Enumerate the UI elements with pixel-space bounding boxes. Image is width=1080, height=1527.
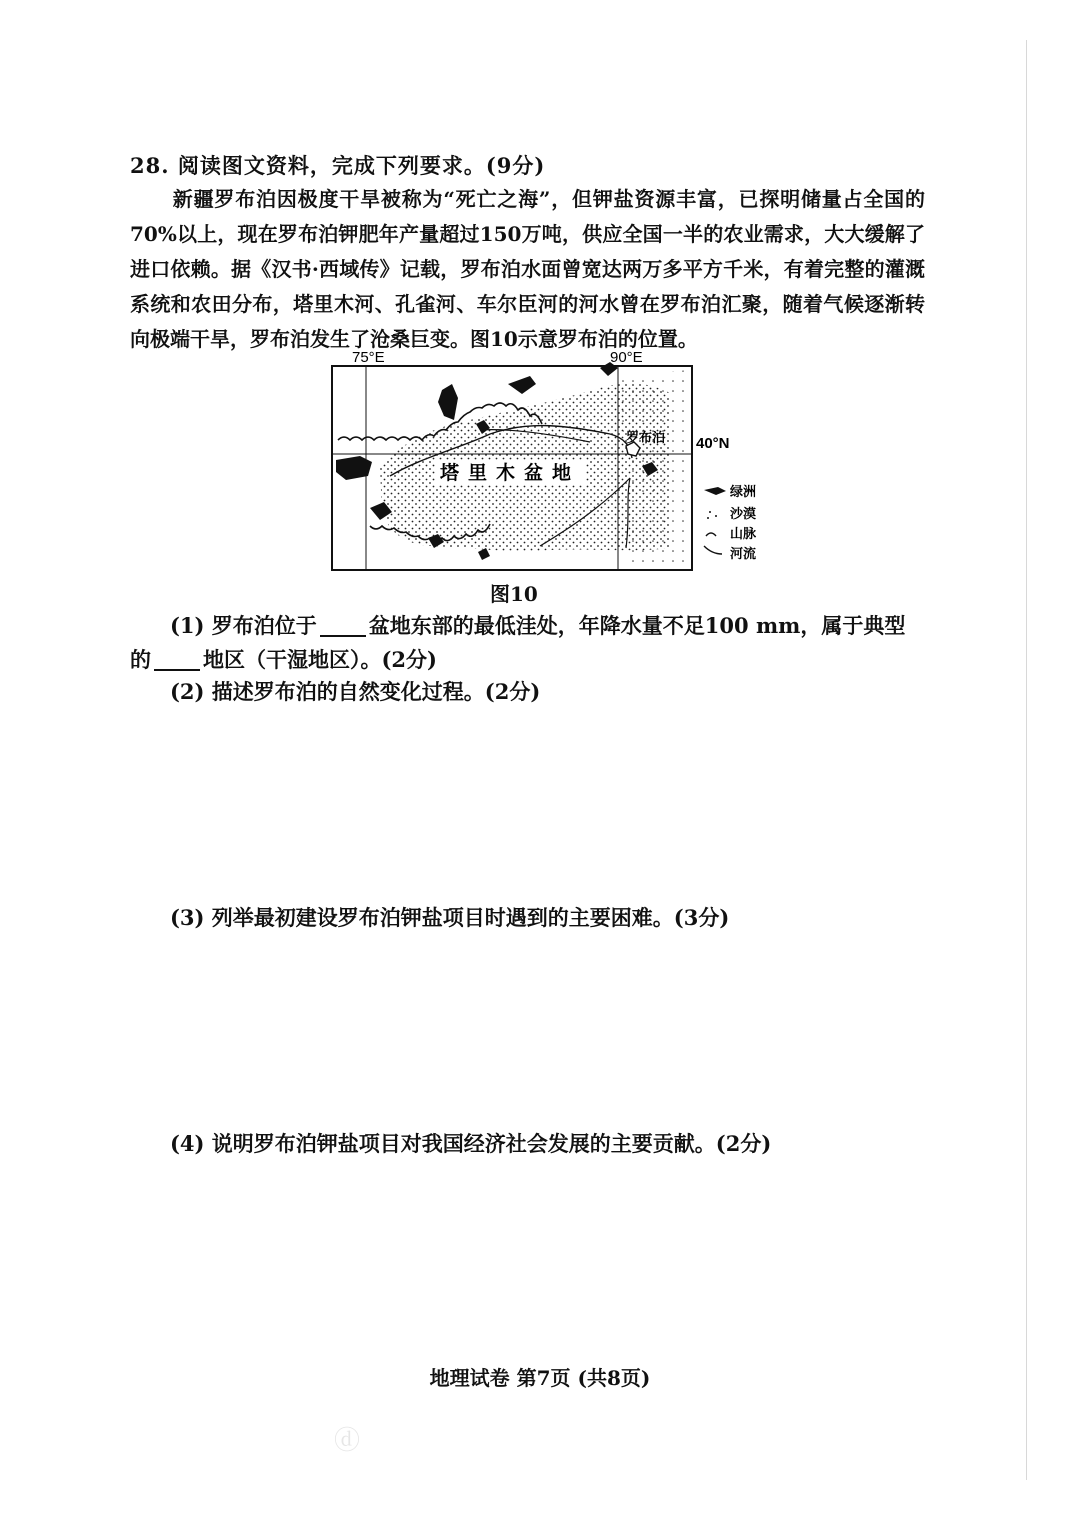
legend-river-symbol bbox=[704, 546, 722, 554]
subquestion-2: (2) 描述罗布泊的自然变化过程。(2分) bbox=[170, 679, 541, 704]
map-legend bbox=[704, 484, 757, 562]
legend-mountain-label: 山脉 bbox=[730, 527, 757, 542]
figure-caption: 图10 bbox=[490, 582, 538, 606]
lat-label: 40°N bbox=[696, 435, 730, 452]
page-footer: 地理试卷 第7页 (共8页) bbox=[429, 1366, 651, 1390]
q1-text-b: 盆地东部的最低洼处，年降水量不足100 mm，属于典型 bbox=[368, 613, 906, 638]
q1-text-d: 地区（干湿地区）。(2分) bbox=[203, 647, 437, 672]
basin-label: 塔里木盆地 bbox=[440, 462, 581, 484]
q1-text-c: 的 bbox=[130, 647, 151, 672]
legend-mountain-symbol bbox=[706, 533, 716, 536]
lake-label: 罗布泊 bbox=[626, 431, 666, 446]
paragraph-text: 新疆罗布泊因极度干旱被称为“死亡之海”，但钾盐资源丰富，已探明储量占全国的70%以上，现在罗布泊钾肥年产量超过150万吨，供应全国一半的农业需求，大大缓解了进口依赖。据《汉书·西域传》记载，罗布泊水面曾宽达两万多平方千米，有着完整的灌溉系统和农田分布，塔里木河、孔雀河、车尔臣河的河水曾在罗布泊汇聚，随着气候逐渐转向极端干旱，罗布泊发生了沧桑巨变。图10示意罗布泊的位置。 bbox=[130, 187, 925, 351]
lon-left-label: 75°E bbox=[352, 349, 385, 366]
legend-desert-label: 沙漠 bbox=[730, 507, 757, 522]
subquestion-1-line2 bbox=[130, 644, 437, 676]
question-title: 28. 阅读图文资料，完成下列要求。(9分) bbox=[130, 153, 546, 178]
legend-river-label: 河流 bbox=[730, 547, 757, 562]
answer-blank-2[interactable] bbox=[154, 649, 200, 671]
legend-desert-symbol bbox=[707, 511, 717, 519]
legend-oasis-label: 绿洲 bbox=[730, 485, 757, 500]
tarim-basin-map bbox=[330, 348, 770, 578]
subquestion-4: (4) 说明罗布泊钾盐项目对我国经济社会发展的主要贡献。(2分) bbox=[170, 1131, 772, 1156]
subquestion-1-line1 bbox=[170, 610, 905, 642]
subquestion-3: (3) 列举最初建设罗布泊钾盐项目时遇到的主要困难。(3分) bbox=[170, 905, 730, 930]
watermark-icon: ⓓ bbox=[334, 1426, 361, 1456]
q1-text-a: (1) 罗布泊位于 bbox=[170, 613, 317, 638]
question-paragraph bbox=[130, 182, 925, 357]
legend-oasis-symbol bbox=[704, 487, 726, 495]
scan-edge-line bbox=[1026, 40, 1027, 1480]
answer-blank-1[interactable] bbox=[320, 615, 366, 637]
lon-right-label: 90°E bbox=[610, 349, 643, 366]
